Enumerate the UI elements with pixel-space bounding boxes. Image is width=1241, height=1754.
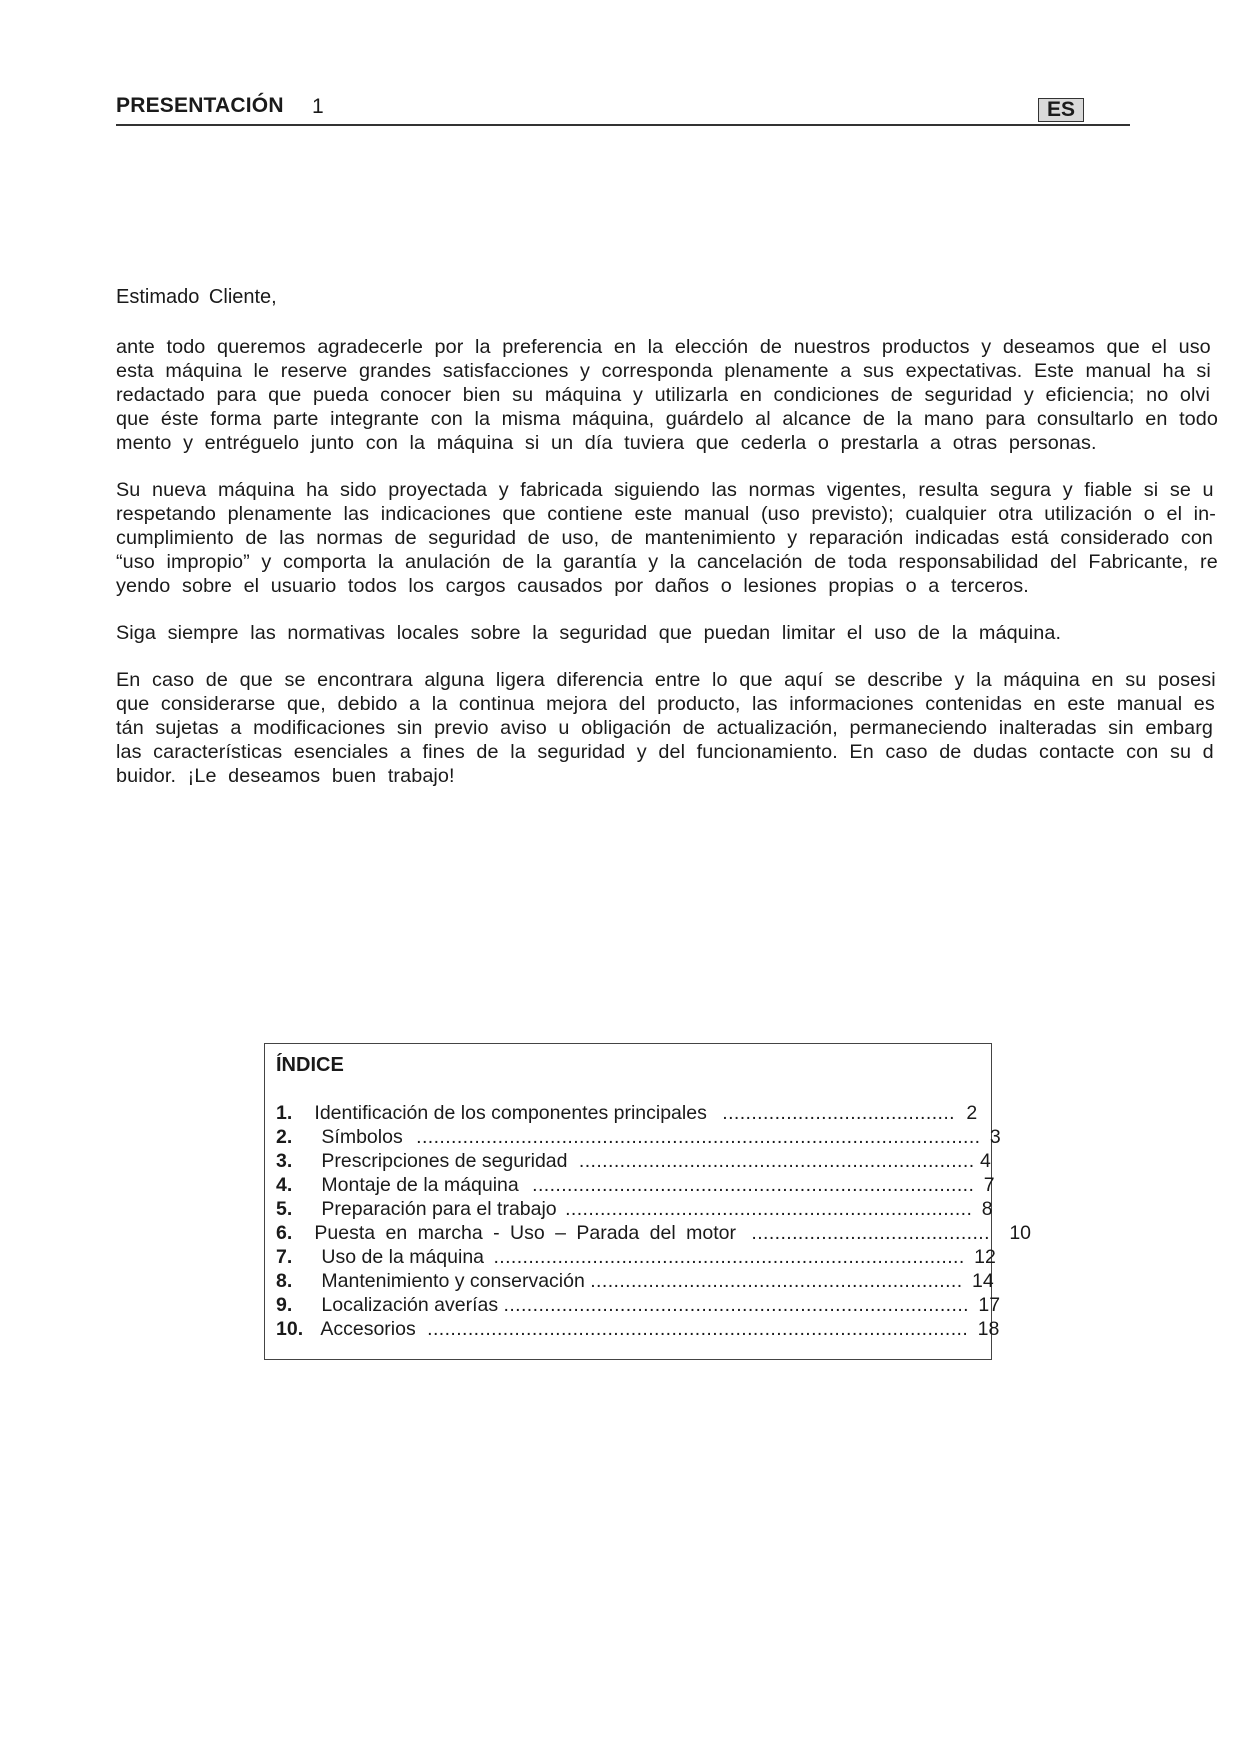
text-line: En caso de que se encontrara alguna ligera diferencia entre lo que aquí se describe y la máquina en su posesi — [116, 669, 1216, 691]
toc-entry[interactable] — [276, 1318, 999, 1342]
text-line: que considerarse que, debido a la continua mejora del producto, las informaciones contenidas en este manual es — [116, 693, 1215, 715]
text-line: respetando plenamente las indicaciones que contiene este manual (uso previsto); cualquier otra utilización o el in- — [116, 503, 1216, 525]
toc-entry-number: 9. — [276, 1294, 293, 1316]
toc-entry-page: 3 — [989, 1126, 1001, 1148]
toc-title: ÍNDICE — [276, 1054, 344, 1076]
text-line: las características esenciales a fines de la seguridad y del funcionamiento. En caso de dudas contacte con su d — [116, 741, 1214, 763]
toc-entry-leader: ................................................................................................. — [416, 1126, 981, 1148]
text-line: que éste forma parte integrante con la misma máquina, guárdelo al alcance de la mano para consultarlo en todo — [116, 408, 1218, 430]
toc-entry-number: 2. — [276, 1126, 293, 1148]
toc-entry-number: 10. — [276, 1318, 304, 1340]
toc-entry-number: 3. — [276, 1150, 293, 1172]
toc-entry-label: Montaje de la máquina — [321, 1174, 519, 1196]
text-line: tán sujetas a modificaciones sin previo aviso u obligación de actualización, permaneciendo inalteradas sin embarg — [116, 717, 1214, 739]
text-line: Siga siempre las normativas locales sobre la seguridad que puedan limitar el uso de la máquina. — [116, 622, 1062, 644]
toc-entry[interactable] — [276, 1198, 993, 1222]
text-line: Su nueva máquina ha sido proyectada y fabricada siguiendo las normas vigentes, resulta segura y fiable si se u — [116, 479, 1214, 501]
toc-entry-number: 5. — [276, 1198, 293, 1220]
page-number: 1 — [312, 95, 324, 118]
toc-entry-leader: ...................................................................... — [565, 1198, 973, 1220]
toc-entry-number: 1. — [276, 1102, 293, 1124]
text-line: “uso impropio” y comporta la anulación de la garantía y la cancelación de toda responsabilidad del Fabricante, re — [116, 551, 1218, 573]
toc-entry-page: 8 — [981, 1198, 993, 1220]
body-text — [116, 335, 1241, 815]
toc-entry-leader: ............................................................................ — [532, 1174, 975, 1196]
text-line: buidor. ¡Le deseamos buen trabajo! — [116, 765, 455, 787]
toc-entry-label: Identificación de los componentes principales — [314, 1102, 707, 1124]
toc-entry-page: 17 — [978, 1294, 1001, 1316]
toc-entry[interactable] — [276, 1150, 991, 1174]
toc-entry-page: 10 — [1009, 1222, 1032, 1244]
toc-entry[interactable] — [276, 1126, 1001, 1150]
toc-entry-page: 12 — [974, 1246, 996, 1268]
paragraph-4 — [116, 668, 1241, 788]
toc-entry-label: Uso de la máquina — [321, 1246, 485, 1268]
toc-entry[interactable] — [276, 1270, 994, 1294]
paragraph-3 — [116, 621, 1241, 645]
toc-entry[interactable] — [276, 1246, 996, 1270]
toc-entry-label: Símbolos — [321, 1126, 403, 1148]
table-of-contents — [264, 1043, 1032, 1360]
toc-entry-page: 14 — [972, 1270, 994, 1292]
toc-entry-label: Accesorios — [320, 1318, 416, 1340]
toc-entry-label: Puesta en marcha - Uso – Parada del motor — [314, 1222, 736, 1244]
toc-entry[interactable] — [276, 1222, 1031, 1246]
toc-entry[interactable] — [276, 1294, 1000, 1318]
toc-entry-number: 6. — [276, 1222, 293, 1244]
toc-entry-number: 8. — [276, 1270, 293, 1292]
text-line: yendo sobre el usuario todos los cargos causados por daños o lesiones propias o a terceros. — [116, 575, 1029, 597]
toc-entry-page: 4 — [979, 1150, 991, 1172]
toc-entry-leader: ................................................................ — [590, 1270, 963, 1292]
text-line: redactado para que pueda conocer bien su máquina y utilizarla en condiciones de seguridad y eficiencia; no olvi — [116, 384, 1210, 406]
toc-entry-leader: ............................................................................................. — [427, 1318, 969, 1340]
toc-entry-number: 4. — [276, 1174, 293, 1196]
toc-entry-number: 7. — [276, 1246, 293, 1268]
toc-entry[interactable] — [276, 1174, 995, 1198]
text-line: ante todo queremos agradecerle por la preferencia en la elección de nuestros productos y deseamos que el uso — [116, 336, 1211, 358]
toc-entry-label: Prescripciones de seguridad — [321, 1150, 568, 1172]
toc-entry-label: Mantenimiento y conservación — [321, 1270, 585, 1292]
toc-entry-label: Preparación para el trabajo — [321, 1198, 557, 1220]
page-header — [116, 92, 1130, 126]
section-title: PRESENTACIÓN — [116, 94, 284, 117]
language-badge: ES — [1038, 98, 1084, 122]
toc-entry-leader: ................................................................................ — [503, 1294, 969, 1316]
toc-entry-label: Localización averías — [321, 1294, 499, 1316]
toc-entry-page: 2 — [966, 1102, 978, 1124]
toc-entry-page: 18 — [977, 1318, 1000, 1340]
toc-entry[interactable] — [276, 1102, 977, 1126]
paragraph-1 — [116, 335, 1241, 455]
toc-entry-leader: ................................................................................. — [493, 1246, 965, 1268]
text-line: esta máquina le reserve grandes satisfacciones y corresponda plenamente a sus expectativas. Este manual ha si — [116, 360, 1211, 382]
toc-entry-leader: .................................................................... — [578, 1150, 975, 1172]
toc-entry-leader: ........................................ — [722, 1102, 955, 1124]
greeting: Estimado Cliente, — [116, 286, 277, 308]
text-line: mento y entréguelo junto con la máquina si un día tuviera que cederla o prestarla a otras personas. — [116, 432, 1097, 454]
paragraph-2 — [116, 478, 1241, 598]
toc-entry-leader: ......................................... — [751, 1222, 990, 1244]
toc-entry-page: 7 — [983, 1174, 995, 1196]
text-line: cumplimiento de las normas de seguridad de uso, de mantenimiento y reparación indicadas está considerado con — [116, 527, 1214, 549]
